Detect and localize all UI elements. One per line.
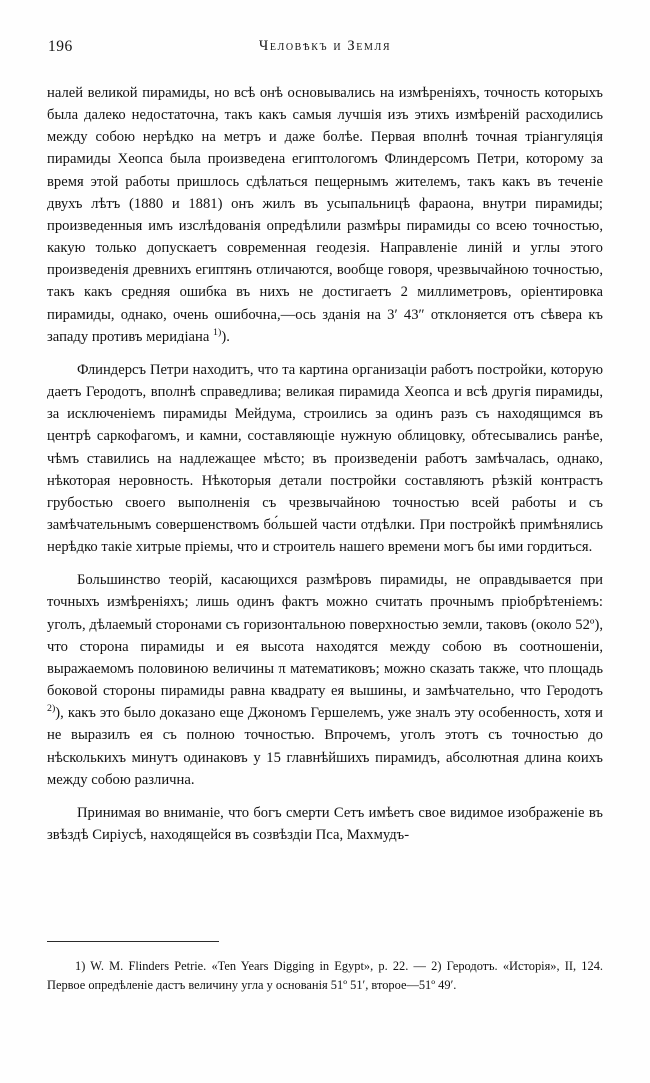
footnotes (47, 957, 603, 994)
paragraph-1-text: налей великой пирамиды, но всѣ онѣ основывались на измѣреніяхъ, точность которыхъ была далеко недостаточна, такъ какъ самыя лучшія изъ этихъ измѣреній расходились между собою нерѣдко на метръ и даже болѣе. Первая вполнѣ точная тріангуляція пирамиды Хеопса была произведена египтологомъ Флиндерсомъ Петри, которому за время этой работы пришлось сдѣлаться пещернымъ жителемъ, такъ какъ въ теченіе двухъ лѣтъ (1880 и 1881) онъ жилъ въ усыпальницѣ фараона, внутри пирамиды; произведенныя имъ изслѣдованія опредѣлили размѣры пирамиды со всею точностью, какую только допускаетъ современная геодезія. Направленіе линій и углы этого произведенія древнихъ египтянъ отличаются, вообще говоря, чрезвычайною точностью, такъ какъ средняя ошибка въ нихъ не достигаетъ 2 миллиметровъ, оріентировка пирамиды, однако, очень ошибочна,—ось зданія на 3′ 43″ отклоняется отъ сѣвера къ западу противъ меридіана (47, 85, 603, 345)
page-number: 196 (48, 38, 73, 55)
paragraph-1-tail: ). (221, 328, 230, 345)
paragraph-3-tail: ), какъ это было доказано еще Джономъ Гершелемъ, уже зналъ эту особенность, хотя и не выразилъ ея съ полною точностью. Впрочемъ, уголъ этотъ съ точностью до нѣсколькихъ минутъ одинаковъ у 15 главнѣйшихъ пирамидъ, абсолютная длина коихъ между собою различна. (47, 705, 603, 788)
paragraph-4 (47, 802, 603, 846)
footnote-separator (47, 941, 219, 942)
running-title: Человѣкъ и Земля (258, 38, 392, 54)
paragraph-2-text: Флиндерсъ Петри находитъ, что та картина организаціи работъ постройки, которую даетъ Геродотъ, вполнѣ справедлива; великая пирамида Хеопса и всѣ другія пирамиды, за исключеніемъ пирамиды Мейдума, строились за одинъ разъ съ находящимся въ центрѣ саркофагомъ, и камни, составляющіе нужную облицовку, обтесывались ранѣе, чѣмъ ставились на надлежащее мѣсто; въ произведеніи работъ замѣчалась, однако, нѣкоторая неровность. Нѣкоторыя детали постройки составляютъ рѣзкій контрастъ грубостью своего выполненія съ чрезвычайною точностью всей работы и съ замѣчательнымъ совершенствомъ бо́льшей части отдѣлки. При постройкѣ примѣнялись нерѣдко такіе хитрые пріемы, что и строитель нашего времени могъ бы ими гордиться. (47, 361, 603, 556)
footnote-entry: 1) W. M. Flinders Petrie. «Ten Years Digging in Egypt», p. 22. — 2) Геродотъ. «Исторія», II, 124. Первое опредѣленіе дастъ величину угла у основанія 51º 51′, второе—51º 49′. (47, 959, 603, 992)
footnote-marker-1[interactable]: 1) (213, 326, 222, 338)
paragraph-4-text: Принимая во вниманіе, что богъ смерти Сетъ имѣетъ свое видимое изображеніе въ звѣздѣ Сиріусѣ, находящейся въ созвѣздіи Пса, Махмудъ- (47, 804, 603, 843)
paragraph-3-text: Большинство теорій, касающихся размѣровъ пирамиды, не оправдывается при точныхъ измѣреніяхъ; лишь одинъ фактъ можно считать прочнымъ пріобрѣтеніемъ: уголъ, дѣлаемый сторонами съ горизонтальною поверхностью земли, таковъ (около 52º), что сторона пирамиды и ея высота находятся между собою въ соотношеніи, выражаемомъ половиною величины π математиковъ; можно сказать также, что площадь боковой стороны пирамиды равна квадрату ея вышины, и замѣчательно, что Геродотъ (47, 572, 603, 700)
paragraph-2 (47, 359, 603, 558)
body-text (47, 82, 603, 846)
page-header (0, 38, 650, 60)
paragraph-1 (47, 82, 603, 348)
footnote-marker-2[interactable]: 2) (47, 703, 56, 715)
paragraph-3 (47, 569, 603, 791)
